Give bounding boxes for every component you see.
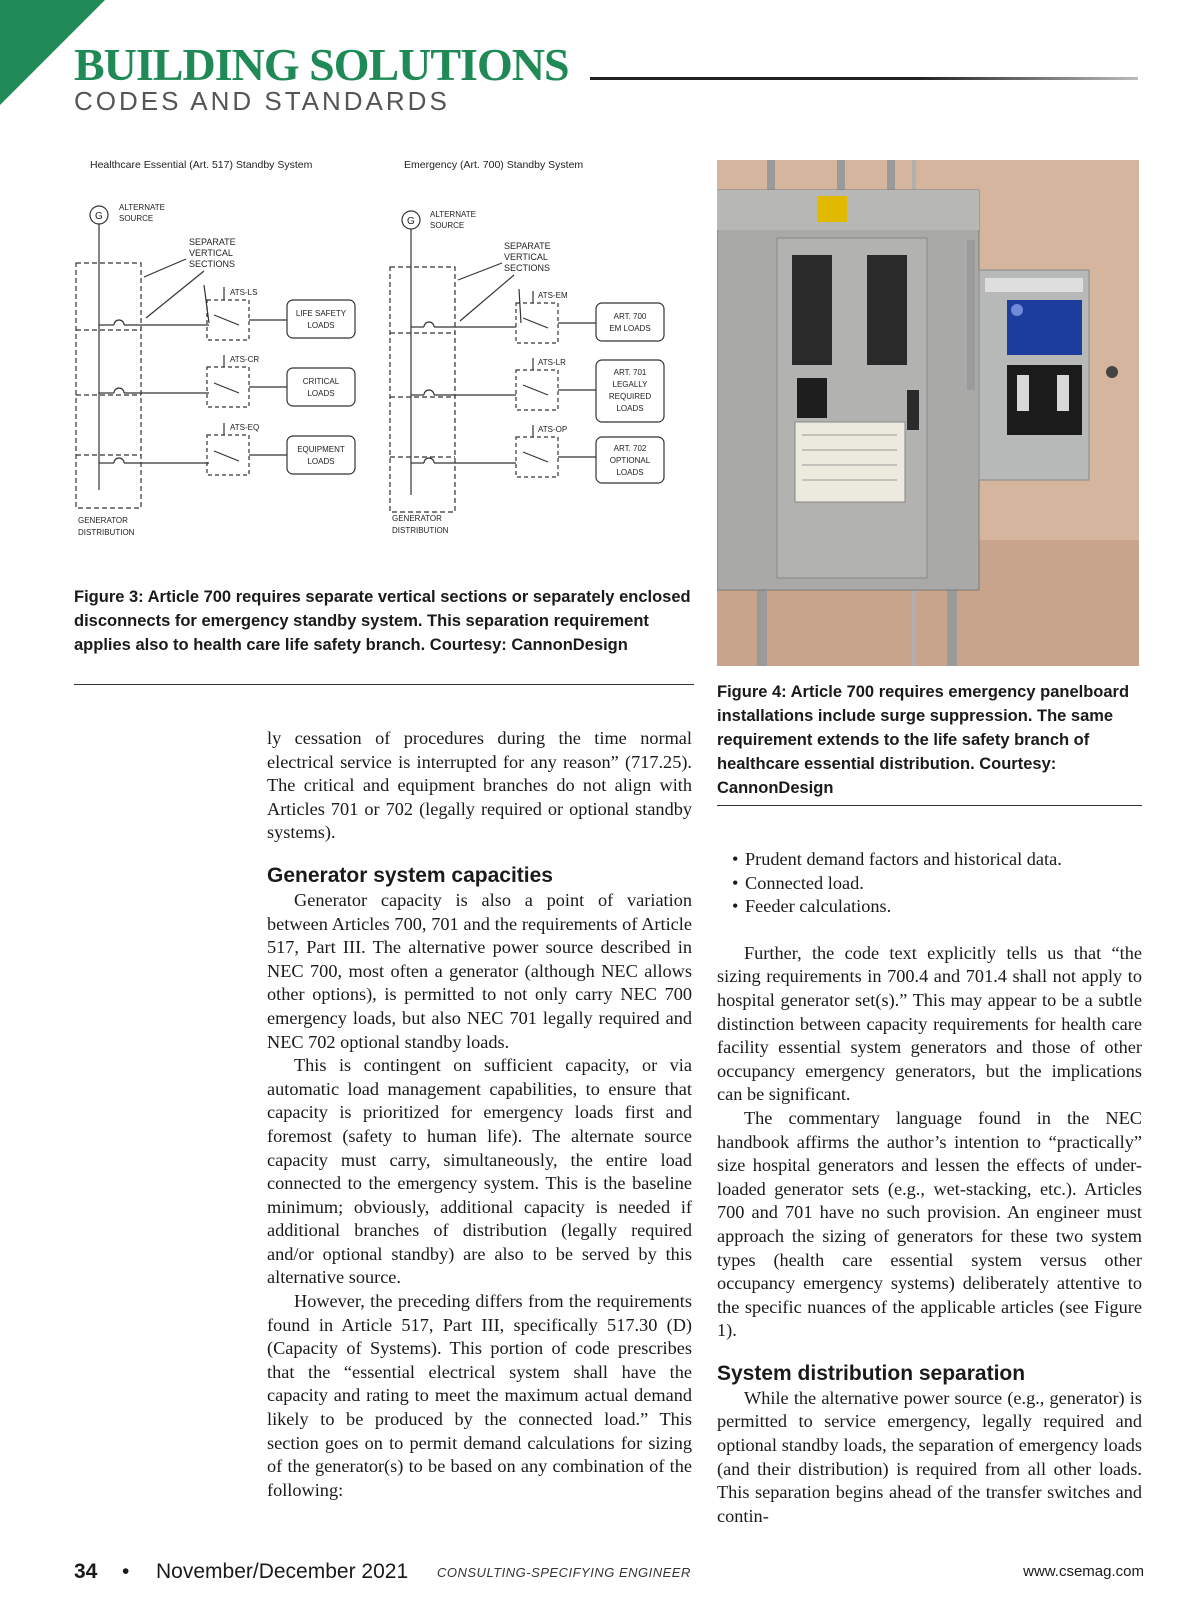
paragraph: Generator capacity is also a point of variation between Articles 700, 701 and the requirements of Article 517, Part III. The alternative power source described in NEC 700, most often a generator (although NEC allows other options), is permitted to not only carry NEC 700 emergency loads, but also NEC 701 legally required and NEC 702 optional standby loads.: [267, 889, 692, 1052]
fig3-title-left: Healthcare Essential (Art. 517) Standby System: [90, 159, 313, 171]
fig3-title-right: Emergency (Art. 700) Standby System: [404, 159, 584, 171]
alt-source-right-2: SOURCE: [430, 221, 465, 230]
header-rule: [590, 77, 1138, 80]
separate-sections-right-1: SEPARATE: [504, 241, 551, 251]
separate-sections-right-2: VERTICAL: [504, 252, 548, 262]
separate-sections-left-3: SECTIONS: [189, 259, 236, 269]
separate-sections-right-3: SECTIONS: [504, 263, 551, 273]
page-footer: [74, 1560, 1144, 1586]
gen-label-right: G: [407, 216, 415, 227]
ats-cr-label: ATS-CR: [230, 355, 260, 364]
ats-eq-box: [207, 435, 249, 475]
caption-rule-right: [717, 805, 1142, 806]
paragraph: The commentary language found in the NEC handbook affirms the author’s intention to “practically” size hospital generators and lessen the effects of under-loaded generator sets (e.g., wet-stacking, etc.). Articles 700 and 701 have no such provision. An engineer must approach the sizing of generators for these two system types (health care essential system versus other occupancy emergency systems) deliberately attentive to the specific nuances of the applicable articles (see Figure 1).: [717, 1107, 1142, 1341]
issue-date: November/December 2021: [156, 1560, 409, 1583]
heading-generator-capacities: Generator system capacities: [267, 863, 553, 887]
art700-loads-1: ART. 700: [613, 312, 647, 321]
ats-ls-label: ATS-LS: [230, 288, 258, 297]
life-safety-loads-2: LOADS: [307, 321, 335, 330]
body-column-left: [267, 727, 692, 1502]
gen-distribution-left-2: DISTRIBUTION: [78, 528, 135, 537]
gen-label-left: G: [95, 211, 103, 222]
art702-loads-3: LOADS: [616, 468, 644, 477]
art700-loads-2: EM LOADS: [609, 324, 651, 333]
footer-separator: •: [122, 1560, 130, 1583]
art700-loads-box: [596, 303, 664, 341]
gen-distribution-right-1: GENERATOR: [392, 514, 442, 523]
figure-4-photo: [717, 160, 1139, 666]
figure-3-diagram: [74, 155, 694, 565]
life-safety-loads-box: [287, 300, 355, 338]
paragraph: While the alternative power source (e.g., generator) is permitted to service emergency, legally required and optional standby loads, the separation of emergency loads (and their distribution) is required from all other loads. This separation begins ahead of the transfer switches and contin-: [717, 1387, 1142, 1526]
life-safety-loads-1: LIFE SAFETY: [295, 309, 347, 318]
critical-loads-2: LOADS: [307, 389, 335, 398]
paragraph: However, the preceding differs from the requirements found in Article 517, Part III, specifically 517.30 (D) (Capacity of Systems). This portion of code prescribes that the “essential electrical system shall have the capacity and rating to meet the maximum actual demand likely to be produced by the connected load.” This section goes on to permit demand calculations for sizing of the generator(s) to be based on any combination of the following:: [267, 1291, 692, 1500]
ats-eq-label: ATS-EQ: [230, 423, 260, 432]
section-subtitle: CODES AND STANDARDS: [74, 86, 450, 116]
body-column-right: [717, 848, 1142, 1528]
paragraph: Further, the code text explicitly tells us that “the sizing requirements in 700.4 and 701.4 shall not apply to hospital generator set(s).” This may appear to be a subtle distinction between capacity requirements for health care facility essential system generators and those of other occupancy emergency generators, but the implications can be significant.: [717, 942, 1142, 1105]
separate-sections-left-2: VERTICAL: [189, 248, 233, 258]
gen-distribution-right-2: DISTRIBUTION: [392, 526, 449, 535]
figure-4-caption: Figure 4: Article 700 requires emergency panelboard installations include surge suppression. The same requirement extends to the life safety branch of healthcare essential distribution. Courtesy: CannonDesign: [717, 683, 1130, 797]
page-number: 34: [74, 1560, 98, 1583]
ats-op-label: ATS-OP: [538, 425, 568, 434]
art702-loads-1: ART. 702: [613, 444, 647, 453]
list-item: • Feeder calculations.: [745, 895, 1142, 919]
equipment-loads-box: [287, 436, 355, 474]
equipment-loads-2: LOADS: [307, 457, 335, 466]
section-title: BUILDING SOLUTIONS: [74, 39, 569, 90]
switchgear-right: [390, 267, 455, 512]
ats-lr-label: ATS-LR: [538, 358, 566, 367]
gen-distribution-left-1: GENERATOR: [78, 516, 128, 525]
art701-loads-3: REQUIRED: [608, 392, 652, 401]
caption-rule-left: [74, 684, 694, 685]
paragraph: This is contingent on sufficient capacity, or via automatic load management capabilities, to ensure that capacity is prioritized for emergency loads first and foremost (safety to human life). The alternate source capacity must carry, simultaneously, the entire load connected to the emergency system. This is the baseline minimum; obviously, additional capacity is needed if additional branches of distribution (legally required and/or optional standby) are also to be served by this alternative source.: [267, 1055, 692, 1288]
heading-system-separation: System distribution separation: [717, 1361, 1026, 1385]
separate-sections-left-1: SEPARATE: [189, 237, 236, 247]
figure-3-caption: Figure 3: Article 700 requires separate vertical sections or separately enclosed disconnects for emergency standby system. This separation requirement applies also to health care life safety branch. Courtesy: CannonDesign: [74, 588, 691, 654]
paragraph-continued: ly cessation of procedures during the time normal electrical service is interrupted for any reason” (717.25). The critical and equipment branches do not align with Articles 701 or 702 (legally required or optional standby systems).: [267, 728, 692, 843]
publication-name: CONSULTING-SPECIFYING ENGINEER: [437, 1565, 691, 1580]
ats-em-label: ATS-EM: [538, 291, 568, 300]
art701-loads-1: ART. 701: [613, 368, 647, 377]
alt-source-left-1: ALTERNATE: [119, 203, 165, 212]
alt-source-right-1: ALTERNATE: [430, 210, 476, 219]
switchgear-left: [76, 263, 141, 508]
list-item: • Connected load.: [745, 872, 1142, 896]
critical-loads-1: CRITICAL: [302, 377, 340, 386]
art701-loads-4: LOADS: [616, 404, 644, 413]
critical-loads-box: [287, 368, 355, 406]
ats-cr-box: [207, 367, 249, 407]
website-link[interactable]: www.csemag.com: [1023, 1563, 1144, 1580]
bullet-list: [717, 848, 1142, 919]
art702-loads-2: OPTIONAL: [609, 456, 651, 465]
art701-loads-2: LEGALLY: [612, 380, 648, 389]
equipment-loads-1: EQUIPMENT: [297, 445, 345, 454]
alt-source-left-2: SOURCE: [119, 214, 154, 223]
list-item: • Prudent demand factors and historical data.: [745, 848, 1142, 872]
